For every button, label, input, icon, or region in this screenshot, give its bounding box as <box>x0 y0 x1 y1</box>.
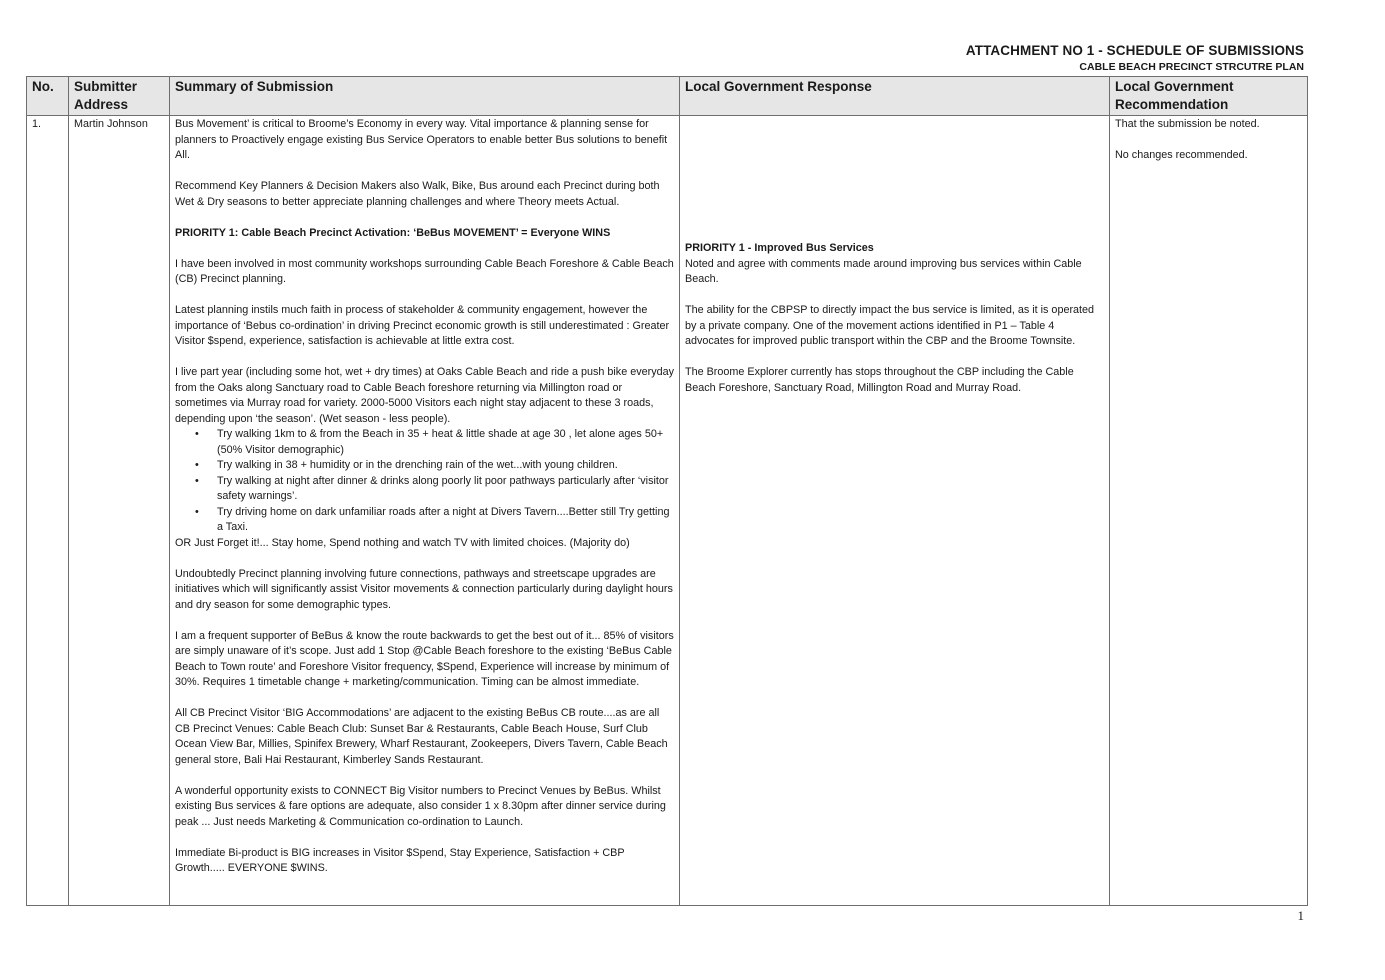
list-item-text: Try walking 1km to & from the Beach in 35 + heat & little shade at age 30 , let alone ages 50+ (50% Visitor demographic) <box>217 428 664 456</box>
cell-submitter: Martin Johnson <box>69 116 170 906</box>
list-item-text: Try driving home on dark unfamiliar roads after a night at Divers Tavern....Better still Try getting a Taxi. <box>217 505 670 533</box>
page-number: 1 <box>1297 908 1304 923</box>
summary-paragraph: Bus Movement’ is critical to Broome’s Economy in every way. Vital importance & planning sense for planners to Proactively engage existing Bus Service Operators to enable better Bus solutions to benefit All. <box>175 118 668 161</box>
document-title: ATTACHMENT NO 1 - SCHEDULE OF SUBMISSIONS <box>965 43 1304 58</box>
summary-paragraph: Recommend Key Planners & Decision Makers also Walk, Bike, Bus around each Precinct during both Wet & Dry seasons to better appreciate planning challenges and where Theory meets Actual. <box>175 180 660 208</box>
column-header-submitter: Submitter Address <box>69 77 170 116</box>
list-item-text: Try walking at night after dinner & drinks along poorly lit poor pathways particularly after ‘visitor safety warnings’. <box>217 474 669 502</box>
summary-paragraph: I live part year (including some hot, wet + dry times) at Oaks Cable Beach and ride a push bike everyday from the Oaks along Sanctuary road to Cable Beach foreshore returning via Millington road or sometimes via Murray road for variety. 2000-5000 Visitors each night stay adjacent to these 3 roads, depending upon ‘the season’. (Wet season - less people). <box>175 366 675 425</box>
recommendation-paragraph: No changes recommended. <box>1115 149 1248 161</box>
summary-priority-heading: PRIORITY 1: Cable Beach Precinct Activation: ‘BeBus MOVEMENT’ = Everyone WINS <box>175 226 611 239</box>
response-spacer <box>685 117 1104 241</box>
document-header <box>966 43 1304 74</box>
cell-recommendation <box>1110 116 1308 906</box>
list-item-text: Try walking in 38 + humidity or in the drenching rain of the wet...with young children. <box>217 459 618 471</box>
summary-paragraph: Undoubtedly Precinct planning involving future connections, pathways and streetscape upgrades are initiatives which will significantly assist Visitor movements & connection particularly during daylight hours and dry season for some demographic types. <box>175 567 673 611</box>
column-header-no: No. <box>27 77 69 116</box>
bullet-icon: • <box>195 505 199 518</box>
summary-paragraph: All CB Precinct Visitor ‘BIG Accommodations’ are adjacent to the existing BeBus CB route....as are all CB Precinct Venues: Cable Beach Club: Sunset Bar & Restaurants, Cable Beach House, Surf Club Ocean View Bar, Millies, Spinifex Brewery, Wharf Restaurant, Zookeepers, Divers Tavern, Cable Beach general store, Bali Hai Restaurant, Kimberley Sands Restaurant. <box>175 707 668 766</box>
column-header-response: Local Government Response <box>680 77 1110 116</box>
response-paragraph: The ability for the CBPSP to directly impact the bus service is limited, as it is operated by a private company. One of the movement actions identified in P1 – Table 4 advocates for improved public transport within the CBP and the Broome Townsite. <box>685 304 1095 347</box>
list-item <box>195 474 674 505</box>
recommendation-paragraph: That the submission be noted. <box>1115 118 1260 130</box>
response-paragraph: The Broome Explorer currently has stops throughout the CBP including the Cable Beach Foreshore, Sanctuary Road, Millington Road and Murray Road. <box>685 366 1074 394</box>
summary-paragraph: I am a frequent supporter of BeBus & know the route backwards to get the best out of it... 85% of visitors are simply unaware of it’s scope. Just add 1 Stop @Cable Beach foreshore to the existing ‘BeBus Cable Beach to Town route’ and Foreshore Visitor frequency, $Spend, Experience will increase by minimum of 30%. Requires 1 timetable change + marketing/communication. Timing can be almost immediate. <box>175 629 674 688</box>
bullet-icon: • <box>195 474 199 487</box>
list-item <box>195 505 674 536</box>
summary-paragraph: OR Just Forget it!... Stay home, Spend nothing and watch TV with limited choices. (Majority do) <box>175 536 630 549</box>
summary-paragraph: Immediate Bi-product is BIG increases in Visitor $Spend, Stay Experience, Satisfaction + CBP Growth..... EVERYONE $WINS. <box>175 846 625 874</box>
summary-paragraph: A wonderful opportunity exists to CONNECT Big Visitor numbers to Precinct Venues by BeBus. Whilst existing Bus services & fare options are adequate, also consider 1 x 8.30pm after dinner service during peak ... Just needs Marketing & Communication co-ordination to Launch. <box>175 784 666 828</box>
summary-bullet-list <box>175 427 674 536</box>
table-row <box>27 116 1308 906</box>
response-heading: PRIORITY 1 - Improved Bus Services <box>685 242 874 254</box>
bullet-icon: • <box>195 459 199 471</box>
response-paragraph: Noted and agree with comments made around improving bus services within Cable Beach. <box>685 257 1082 285</box>
summary-paragraph: I have been involved in most community workshops surrounding Cable Beach Foreshore & Cable Beach (CB) Precinct planning. <box>175 257 674 285</box>
cell-summary <box>170 116 680 906</box>
list-item <box>195 458 674 474</box>
list-item <box>195 427 674 458</box>
cell-response <box>680 116 1110 906</box>
cell-number: 1. <box>27 116 69 906</box>
document-subtitle: CABLE BEACH PRECINCT STRCUTRE PLAN <box>1079 61 1304 73</box>
column-header-summary: Summary of Submission <box>170 77 680 116</box>
column-header-recommendation: Local Government Recommendation <box>1110 77 1308 116</box>
summary-paragraph: Latest planning instils much faith in process of stakeholder & community engagement, however the importance of ‘Bebus co-ordination’ in driving Precinct economic growth is still underestimated : Greater Visitor $spend, experience, satisfaction is achievable at little extra cost. <box>175 304 670 347</box>
table-header-row <box>27 77 1308 116</box>
bullet-icon: • <box>195 428 199 440</box>
submissions-table <box>26 76 1308 906</box>
